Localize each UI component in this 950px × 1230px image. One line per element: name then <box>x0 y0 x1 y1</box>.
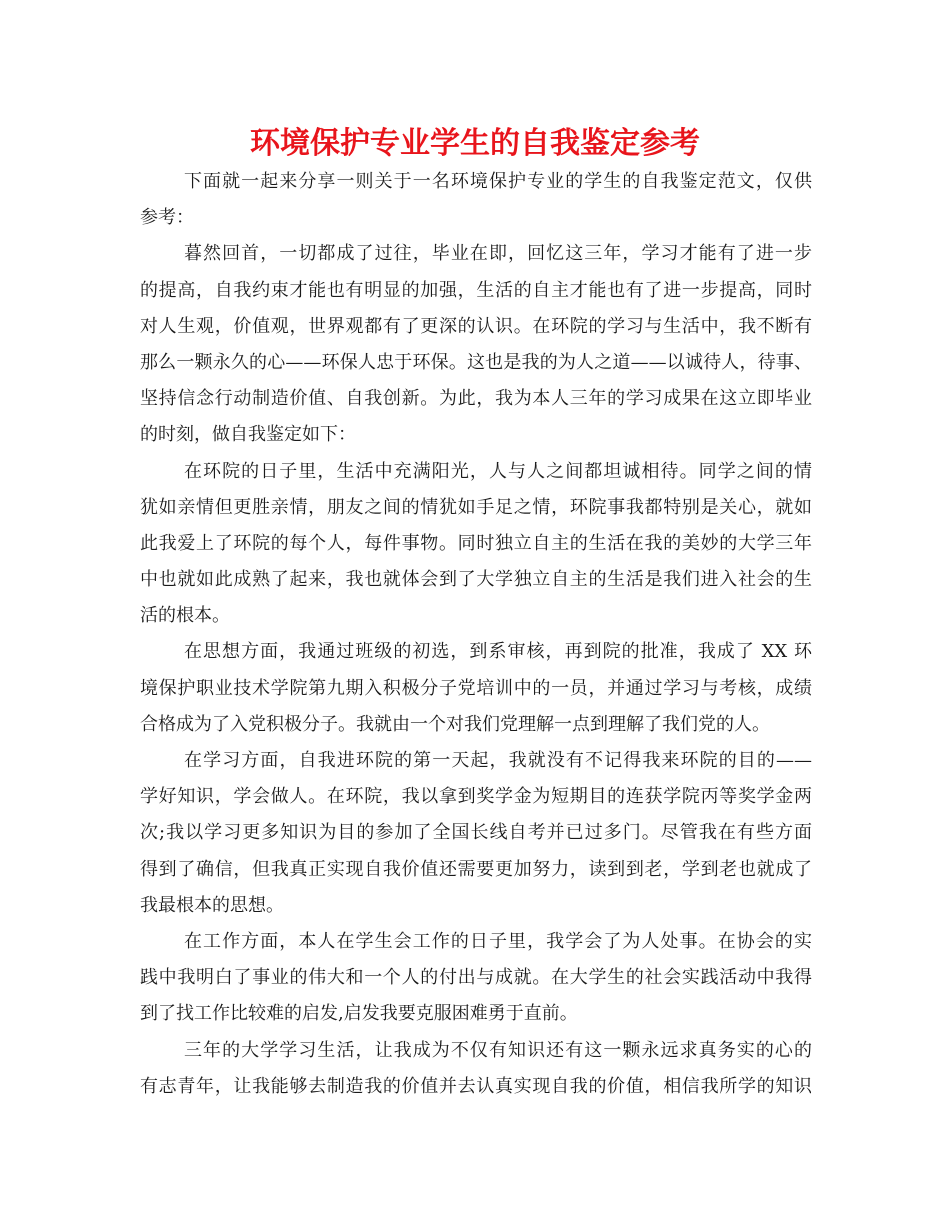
text-line: 下面就一起来分享一则关于一名环境保护专业的学生的自我鉴定范文，仅供 <box>184 171 812 192</box>
paragraph <box>140 236 812 453</box>
text-line: 次;我以学习更多知识为目的参加了全国长线自考并已过多门。尽管我在有些方面 <box>140 822 812 844</box>
text-line: 在工作方面，本人在学生会工作的日子里，我学会了为人处事。在协会的实 <box>184 930 812 952</box>
text-line: 参考： <box>140 207 194 229</box>
text-line: 那么一颗永久的心——环保人忠于环保。这也是我的为人之道——以诚待人，待事、 <box>140 351 812 373</box>
text-line: 合格成为了入党积极分子。我就由一个对我们党理解一点到理解了我们党的人。 <box>140 713 770 735</box>
paragraph <box>140 634 812 743</box>
paragraph <box>140 164 812 236</box>
document-body <box>140 164 812 1105</box>
paragraph <box>140 454 812 635</box>
text-line: 在思想方面，我通过班级的初选，到系审核，再到院的批准，我成了 XX 环 <box>184 641 812 663</box>
text-line: 践中我明白了事业的伟大和一个人的付出与成就。在大学生的社会实践活动中我得 <box>140 967 812 989</box>
text-line: 此我爱上了环院的每个人，每件事物。同时独立自主的生活在我的美妙的大学三年 <box>140 532 812 554</box>
paragraph <box>140 743 812 924</box>
text-line: 的时刻，做自我鉴定如下： <box>140 424 356 446</box>
text-line: 活的根本。 <box>140 605 230 627</box>
document-title: 环境保护专业学生的自我鉴定参考 <box>250 126 700 161</box>
text-line: 到了找工作比较难的启发,启发我要克服困难勇于直前。 <box>140 1003 578 1025</box>
text-line: 三年的大学学习生活，让我成为不仅有知识还有这一颗永远求真务实的心的 <box>184 1039 812 1061</box>
text-line: 坚持信念行动制造价值、自我创新。为此，我为本人三年的学习成果在这立即毕业 <box>140 388 812 410</box>
text-line: 对人生观，价值观，世界观都有了更深的认识。在环院的学习与生活中，我不断有 <box>140 315 812 337</box>
text-line: 有志青年，让我能够去制造我的价值并去认真实现自我的价值，相信我所学的知识 <box>140 1075 812 1097</box>
text-line: 的提高，自我约束才能也有明显的加强，生活的自主才能也有了进一步提高，同时 <box>140 279 812 301</box>
text-line: 中也就如此成熟了起来，我也就体会到了大学独立自主的生活是我们进入社会的生 <box>140 569 812 591</box>
text-line: 在学习方面，自我进环院的第一天起，我就没有不记得我来环院的目的—— <box>184 750 812 771</box>
paragraph <box>140 924 812 1033</box>
text-line: 学好知识，学会做人。在环院，我以拿到奖学金为短期目的连获学院丙等奖学金两 <box>140 786 812 808</box>
text-line: 犹如亲情但更胜亲情，朋友之间的情犹如手足之情，环院事我都特别是关心，就如 <box>140 496 812 518</box>
paragraph <box>140 1033 812 1105</box>
text-line: 得到了确信，但我真正实现自我价值还需要更加努力，读到到老，学到老也就成了 <box>140 858 812 880</box>
text-line: 暮然回首，一切都成了过往，毕业在即，回忆这三年，学习才能有了进一步 <box>184 243 812 265</box>
text-line: 境保护职业技术学院第九期入积极分子党培训中的一员，并通过学习与考核，成绩 <box>140 677 812 699</box>
text-line: 我最根本的思想。 <box>140 894 284 916</box>
text-line: 在环院的日子里，生活中充满阳光，人与人之间都坦诚相待。同学之间的情 <box>184 460 812 482</box>
